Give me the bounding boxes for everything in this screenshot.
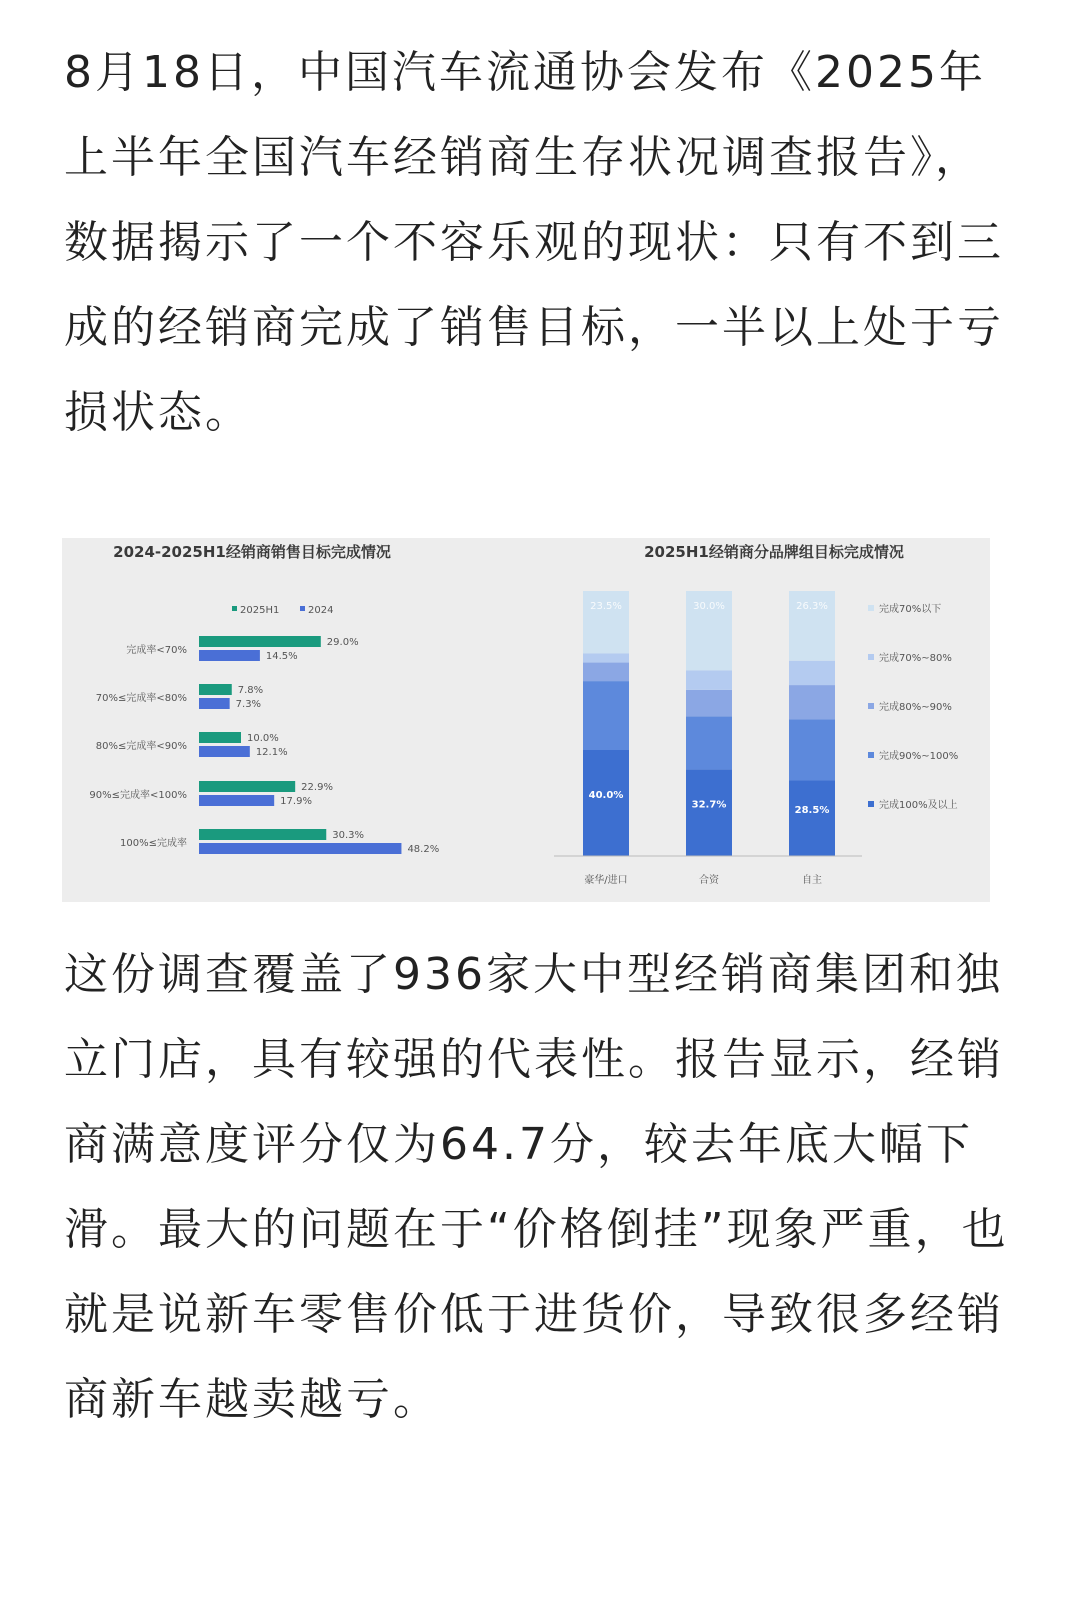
chart1-value-label-2025H1-0: 29.0% [326,637,359,648]
chart2-segment-完成80%~90%-0 [583,663,629,682]
chart-figure [62,538,990,902]
chart2-value-label-完成70%以下-1: 30.0% [693,601,725,612]
chart1-bar-2025H1-3 [199,781,295,792]
chart1-value-label-2024-4: 48.2% [407,844,440,855]
chart2-value-label-完成70%以下-2: 26.3% [796,601,828,612]
article-paragraph-1: 8月18日，中国汽车流通协会发布《2025年上半年全国汽车经销商生存状况调查报告》，数据揭示了一个不容乐观的现状：只有不到三成的经销商完成了销售目标，一半以上处于亏损状态。 [64,47,1004,438]
chart2-legend-swatch-4 [868,801,874,807]
charts-svg [62,538,990,902]
chart1-bar-2025H1-2 [199,732,241,743]
chart2-segment-完成90%~100%-2 [789,720,835,781]
chart1-category-label-1: 70%≤完成率<80% [95,693,187,704]
chart1-value-label-2025H1-4: 30.3% [332,830,365,841]
chart1-value-label-2024-3: 17.9% [280,796,312,807]
chart2-legend-swatch-1 [868,654,874,660]
chart2-legend-label-4: 完成100%及以上 [879,800,958,811]
chart1-value-label-2025H1-2: 10.0% [247,733,279,744]
chart1-legend-label-1: 2024 [308,605,334,616]
chart1-bar-2024-1 [199,698,230,709]
chart1-bar-2025H1-4 [199,829,326,840]
chart2-value-label-完成70%以下-0: 23.5% [590,601,622,612]
chart2-segment-完成100%及以上-1 [686,769,732,856]
chart1-value-label-2024-2: 12.1% [255,747,288,758]
chart1-legend-label-0: 2025H1 [240,605,280,616]
article-paragraph-2: 这份调查覆盖了936家大中型经销商集团和独立门店，具有较强的代表性。报告显示，经销商满意度评分仅为64.7分，较去年底大幅下滑。最大的问题在于“价格倒挂”现象严重，也就是说新车零售价低于进货价，导致很多经销商新车越卖越亏。 [64,949,1009,1425]
chart2-category-label-0: 豪华/进口 [584,875,628,886]
chart2-segment-完成90%~100%-1 [686,716,732,769]
chart1-value-label-2024-0: 14.5% [265,651,298,662]
chart2-segment-完成70%~80%-0 [583,653,629,662]
chart2-legend-label-3: 完成90%~100% [879,751,959,762]
chart2-category-label-1: 合资 [699,875,719,886]
chart2-segment-完成70%~80%-2 [789,661,835,685]
chart1-value-label-2025H1-3: 22.9% [301,782,333,793]
chart1-bar-2024-0 [199,650,260,661]
chart1-legend-swatch-0 [232,606,237,611]
chart2-legend-swatch-0 [868,605,874,611]
chart1-bar-2025H1-1 [199,684,232,695]
chart2-segment-完成100%及以上-0 [583,750,629,856]
chart2-legend-label-0: 完成70%以下 [879,604,942,615]
chart1-bar-2024-4 [199,843,401,854]
chart1-category-label-4: 100%≤完成率 [120,838,187,849]
chart2-value-label-完成100%及以上-1: 32.7% [691,799,727,811]
chart1-bar-2024-3 [199,795,274,806]
chart2-legend-label-2: 完成80%~90% [879,702,952,713]
chart2-segment-完成80%~90%-2 [789,685,835,719]
chart1-category-label-0: 完成率<70% [126,645,187,656]
chart1-title: 2024-2025H1经销商销售目标完成情况 [113,543,391,561]
chart1-legend-swatch-1 [300,606,305,611]
chart2-value-label-完成100%及以上-2: 28.5% [794,805,830,817]
chart1-value-label-2025H1-1: 7.8% [237,685,264,696]
chart1-category-label-2: 80%≤完成率<90% [95,741,187,752]
chart2-value-label-完成100%及以上-0: 40.0% [588,790,624,801]
chart1-category-label-3: 90%≤完成率<100% [89,790,187,801]
chart2-legend-label-1: 完成70%~80% [879,653,952,664]
chart2-segment-完成70%~80%-1 [686,671,732,690]
chart1-bar-2025H1-0 [199,636,321,647]
chart1-value-label-2024-1: 7.3% [235,699,262,710]
chart1-bar-2024-2 [199,746,250,757]
chart2-category-label-2: 自主 [802,875,822,886]
chart2-segment-完成90%~100%-0 [583,681,629,750]
chart2-legend-swatch-2 [868,703,874,709]
chart2-title: 2025H1经销商分品牌组目标完成情况 [644,543,904,561]
chart2-segment-完成100%及以上-2 [789,780,835,856]
chart2-segment-完成80%~90%-1 [686,690,732,717]
chart2-legend-swatch-3 [868,752,874,758]
